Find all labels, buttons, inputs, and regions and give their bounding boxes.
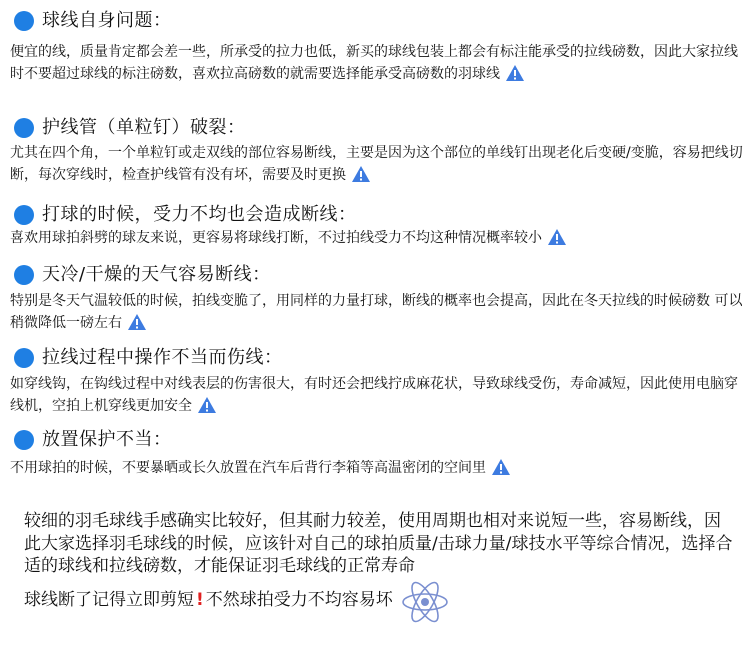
summary-paragraph: 较细的羽毛球线手感确实比较好，但其耐力较差，使用周期也相对来说短一些，容易断线，因此大家选择羽毛球线的时候，应该针对自己的球拍质量/击球力量/球技水平等综合情况，选择合适的球线和拉线磅数，才能保证羽毛球线的正常寿命 bbox=[24, 511, 733, 576]
section-body-3 bbox=[10, 227, 746, 249]
section-title: 球线自身问题： bbox=[42, 10, 172, 31]
summary-reminder-text: 球线断了记得立即剪短 bbox=[24, 590, 194, 611]
exclamation-mark: ! bbox=[196, 590, 204, 611]
section-heading-1 bbox=[14, 7, 172, 35]
section-body-1 bbox=[10, 41, 746, 85]
summary-reminder-text-2: 不然球拍受力不均容易坏 bbox=[205, 590, 393, 611]
warning-triangle-icon bbox=[547, 228, 567, 246]
section-heading-5 bbox=[14, 344, 283, 372]
section-body-text: 特别是冬天气温较低的时候，拍线变脆了，用同样的力量打球，断线的概率也会提高，因此在冬天拉线的时候磅数 可以稍微降低一磅左右 bbox=[10, 293, 743, 331]
section-body-text: 喜欢用球拍斜劈的球友来说，更容易将球线打断，不过拍线受力不均这种情况概率较小 bbox=[10, 230, 542, 246]
section-title: 护线管（单粒钉）破裂： bbox=[42, 117, 246, 138]
blue-dot-icon bbox=[14, 348, 34, 368]
section-body-text: 如穿线钩，在钩线过程中对线表层的伤害很大，有时还会把线拧成麻花状，导致球线受伤，寿命减短，因此使用电脑穿线机，空拍上机穿线更加安全 bbox=[10, 376, 738, 414]
section-heading-3 bbox=[14, 201, 357, 229]
section-title: 拉线过程中操作不当而伤线： bbox=[42, 347, 283, 368]
summary-block bbox=[24, 510, 736, 624]
section-title: 放置保护不当： bbox=[42, 429, 172, 450]
section-title: 天冷/干燥的天气容易断线： bbox=[42, 264, 271, 285]
warning-triangle-icon bbox=[197, 396, 217, 414]
section-body-6 bbox=[10, 457, 746, 479]
blue-dot-icon bbox=[14, 265, 34, 285]
blue-dot-icon bbox=[14, 118, 34, 138]
warning-triangle-icon bbox=[491, 458, 511, 476]
blue-dot-icon bbox=[14, 430, 34, 450]
blue-dot-icon bbox=[14, 205, 34, 225]
atom-icon bbox=[399, 580, 451, 624]
warning-triangle-icon bbox=[351, 165, 371, 183]
summary-reminder bbox=[24, 578, 736, 624]
blue-dot-icon bbox=[14, 11, 34, 31]
section-body-text: 不用球拍的时候，不要暴晒或长久放置在汽车后背行李箱等高温密闭的空间里 bbox=[10, 460, 486, 476]
section-heading-2 bbox=[14, 114, 246, 142]
section-heading-6 bbox=[14, 426, 172, 454]
section-body-5 bbox=[10, 373, 746, 417]
section-heading-4 bbox=[14, 261, 271, 289]
section-title: 打球的时候，受力不均也会造成断线： bbox=[42, 204, 357, 225]
section-body-text: 尤其在四个角，一个单粒钉或走双线的部位容易断线，主要是因为这个部位的单线钉出现老化后变硬/变脆，容易把线切断，每次穿线时，检查护线管有没有坏，需要及时更换 bbox=[10, 145, 743, 183]
warning-triangle-icon bbox=[127, 313, 147, 331]
warning-triangle-icon bbox=[505, 64, 525, 82]
section-body-2 bbox=[10, 142, 746, 186]
section-body-text: 便宜的线，质量肯定都会差一些，所承受的拉力也低，新买的球线包装上都会有标注能承受的拉线磅数，因此大家拉线时不要超过球线的标注磅数，喜欢拉高磅数的就需要选择能承受高磅数的羽球线 bbox=[10, 44, 738, 82]
section-body-4 bbox=[10, 290, 746, 334]
